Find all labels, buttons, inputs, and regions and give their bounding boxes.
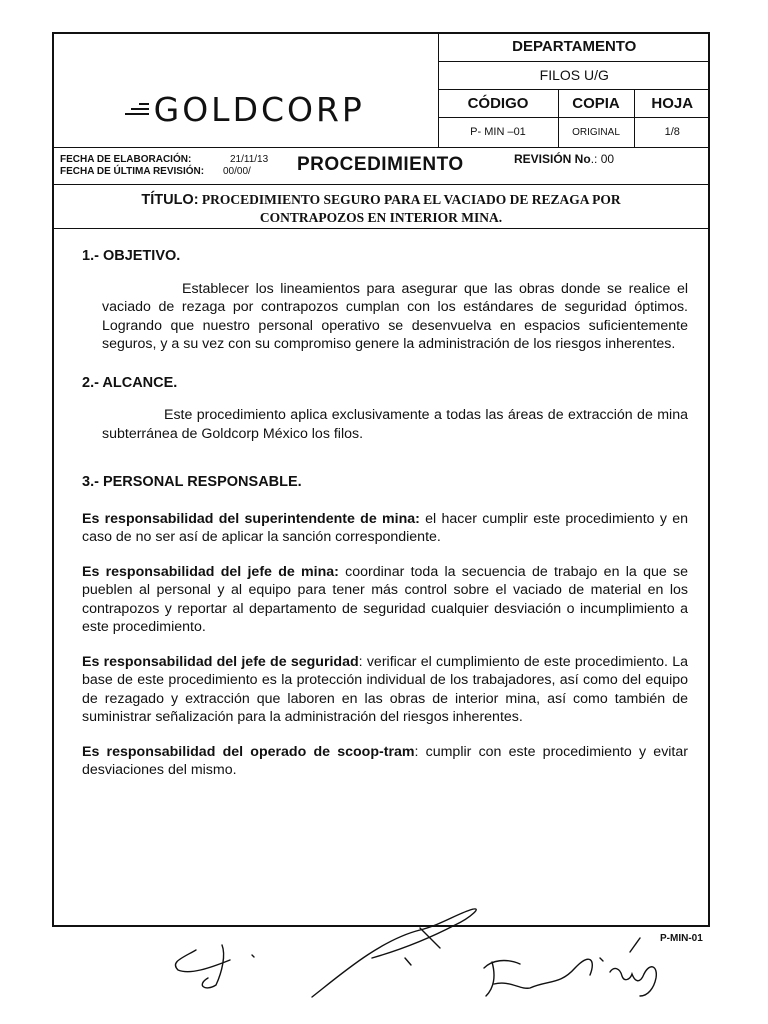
resp-role: Es responsabilidad del jefe de seguridad (82, 653, 359, 670)
titulo-line2: CONTRAPOZOS EN INTERIOR MINA. (259, 210, 503, 225)
hoja-value: 1/8 (634, 117, 710, 147)
signature-1 (175, 945, 254, 988)
signature-3 (484, 938, 656, 996)
signature-2 (312, 909, 476, 997)
company-name: GOLDCORP (153, 89, 365, 129)
titulo-line1: PROCEDIMIENTO SEGURO PARA EL VACIADO DE REZAGA POR (201, 192, 621, 207)
resp-text: : verificar el cumplimiento de este procedimiento. La base de este procedimiento es la protección individual de los trabajadores, así como del equipo de rezagado y extracción que laboren en las obras de interior mina, así como también de suministrar señalización para la administración del riesgos inherentes. (82, 653, 688, 725)
resp-text: coordinar toda la secuencia de trabajo en la que se pueblen al personal y al equipo para tener más control sobre el vaciado de material en los contrapozos y reportar al departamento de seguridad cualquier desviación o incumplimiento a este procedimiento. (82, 563, 688, 635)
departamento-label: DEPARTAMENTO (438, 32, 710, 61)
copia-value: ORIGINAL (558, 117, 634, 147)
resp-role: Es responsabilidad del jefe de mina: (82, 563, 339, 580)
footer-code: P-MIN-01 (660, 933, 703, 944)
section-heading-objetivo: 1.- OBJETIVO. (82, 248, 181, 264)
resp-role: Es responsabilidad del superintendente de mina: (82, 510, 420, 527)
departamento-value: FILOS U/G (438, 61, 710, 89)
alcance-text: Este procedimiento aplica exclusivamente a todas las áreas de extracción de mina subterránea de Goldcorp México los filos. (102, 407, 688, 442)
codigo-label: CÓDIGO (438, 89, 558, 117)
resp-text: : cumplir con este procedimiento y evitar desviaciones del mismo. (82, 743, 688, 778)
hoja-label: HOJA (634, 89, 710, 117)
fecha-revision-label: FECHA DE ÚLTIMA REVISIÓN: (60, 166, 205, 177)
resp-text: el hacer cumplir este procedimiento y en caso de no ser así de aplicar la sanción correspondiente. (82, 510, 688, 545)
fecha-revision-value: 00/00/ (223, 166, 251, 177)
codigo-value: P- MIN –01 (438, 117, 558, 147)
titulo-label: TÍTULO: (141, 192, 199, 208)
document-type: PROCEDIMIENTO (297, 154, 464, 175)
section-heading-alcance: 2.- ALCANCE. (82, 374, 178, 391)
fecha-elaboracion-label: FECHA DE ELABORACIÓN: (60, 154, 192, 165)
revision-label: REVISIÓN No (514, 152, 591, 166)
resp-role: Es responsabilidad del operado de scoop-tram (82, 743, 415, 760)
objetivo-text: Establecer los lineamientos para asegurar que las obras donde se realice el vaciado de rezaga por contrapozos cumplan con los estándares de seguridad óptimos. Logrando que nuestro personal operativo se desenvuelva en espacios suficientemente seguros, y a su vez con su compromiso genere la administración de los riesgos inherentes. (102, 280, 688, 352)
fecha-elaboracion-value: 21/11/13 (230, 154, 269, 165)
revision-value: .: 00 (590, 152, 615, 166)
copia-label: COPIA (558, 89, 634, 117)
section-heading-personal: 3.- PERSONAL RESPONSABLE. (82, 474, 302, 490)
